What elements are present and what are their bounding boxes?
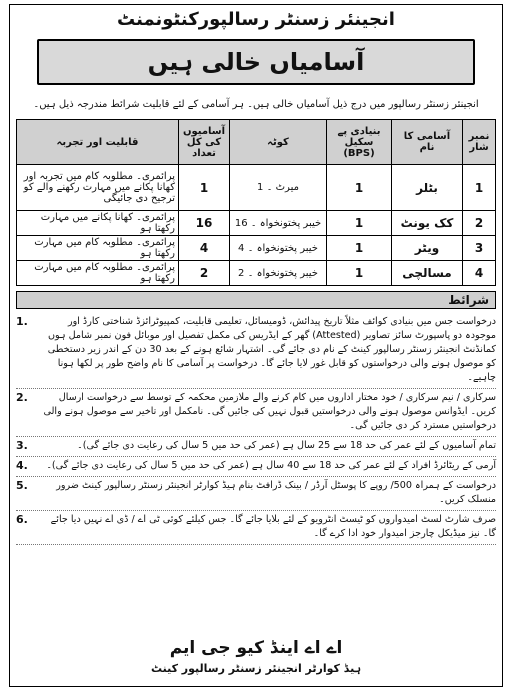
header-quota: کوٹہ <box>230 120 327 165</box>
cell-scale: 1 <box>327 165 392 211</box>
cell-post: بٹلر <box>392 165 463 211</box>
condition-text: آرمی کے ریٹائرڈ افراد کے لئے عمر کی حد 18 سے 40 سال ہے (عمر کی حد میں 5 سال کی رعایت دی جائے گی)۔ <box>46 460 496 471</box>
conditions-list <box>16 313 496 545</box>
cell-quota: خیبر پختونخواہ ۔ 4 <box>230 236 327 261</box>
conditions-heading: شرائط <box>448 293 489 307</box>
cell-post: ویٹر <box>392 236 463 261</box>
cell-scale: 1 <box>327 261 392 286</box>
signature-block <box>10 636 502 678</box>
cell-post: مسالچی <box>392 261 463 286</box>
condition-item <box>16 511 496 545</box>
conditions-heading-bar <box>16 291 496 309</box>
cell-total: 2 <box>179 261 230 286</box>
header-scale: بنیادی پے سکیل (BPS) <box>327 120 392 165</box>
header-serial: نمبر شار <box>463 120 496 165</box>
cell-scale: 1 <box>327 211 392 236</box>
condition-number: 6. <box>16 513 28 526</box>
signatory-office: ہیڈ کوارٹر انجینئر زسنٹر رسالپور کینٹ <box>150 662 362 675</box>
cell-quota: خیبر پختونخواہ ۔ 16 <box>230 211 327 236</box>
condition-number: 4. <box>16 459 28 472</box>
condition-text: تمام آسامیوں کے لئے عمر کی حد 18 سے 25 سال ہے (عمر کی حد میں 5 سال کی رعایت دی جائے گی)۔ <box>77 440 496 451</box>
condition-number: 3. <box>16 439 28 452</box>
cell-total: 4 <box>179 236 230 261</box>
cell-total: 16 <box>179 211 230 236</box>
cell-scale: 1 <box>327 236 392 261</box>
cell-qualification: پرائمری۔ مطلوبہ کام میں مہارت رکھتا ہو <box>17 236 179 261</box>
cell-qualification: پرائمری۔ کھانا پکانے میں مہارت رکھتا ہو <box>17 211 179 236</box>
page-title: انجینئر زسنٹر رسالپورکنٹونمنٹ <box>117 9 395 30</box>
condition-text: سرکاری / نیم سرکاری / خود مختار اداروں میں کام کرنے والے ملازمین محکمہ کے توسط سے درخواست ارسال کریں۔ ایڈوانس موصول ہونے والی درخواستیں قبول نہیں کی جائیں گی۔ نامکمل اور تاخیر سے موصول ہونے والی درخواستیں مسترد کر دی جائیں گی۔ <box>43 392 496 431</box>
condition-item <box>16 389 496 437</box>
table-header-row <box>17 120 496 165</box>
table-row <box>17 236 496 261</box>
cell-serial: 2 <box>463 211 496 236</box>
banner-wrap <box>10 39 502 85</box>
cell-serial: 1 <box>463 165 496 211</box>
table-row <box>17 261 496 286</box>
advertisement-page <box>9 4 503 687</box>
condition-number: 1. <box>16 315 28 328</box>
vacancies-banner: آسامیاں خالی ہیں <box>37 39 475 85</box>
cell-qualification: پرائمری۔ مطلوبہ کام میں مہارت رکھتا ہو <box>17 261 179 286</box>
condition-item <box>16 477 496 511</box>
intro-text: انجینئر زسنٹر رسالپور میں درج ذیل آسامیاں خالی ہیں۔ ہر آسامی کے لئے قابلیت شرائط مندرجہ ذیل ہیں۔ <box>33 99 479 110</box>
condition-item <box>16 457 496 477</box>
cell-quota: خیبر پختونخواہ ۔ 2 <box>230 261 327 286</box>
header-total: آسامیوں کی کل تعداد <box>179 120 230 165</box>
condition-item <box>16 437 496 457</box>
cell-quota: میرٹ ۔ 1 <box>230 165 327 211</box>
header-post: آسامی کا نام <box>392 120 463 165</box>
table-row <box>17 211 496 236</box>
posts-table <box>16 119 496 286</box>
condition-number: 5. <box>16 479 28 492</box>
condition-text: درخواست جس میں بنیادی کوائف مثلاً تاریخ پیدائش، ڈومیسائل، تعلیمی قابلیت، کمپیوٹرائزڈ شناختی کارڈ اور موجودہ دو پاسپورٹ سائز تصاویر (Attested) گھر کے ایڈریس کی مکمل تفصیل اور موبائل فون نمبر شامل ہوں کمانڈنٹ انجینئر زسنٹر رسالپور کینٹ کے نام دی جائے گی۔ اشتہار شائع ہونے کے بعد 30 دن کے اندر زیر دستخطی کو موصول ہونے والی درخواستوں کو قابل غور لایا جائے گا۔ درخواست پر آسامی کا نام واضح طور پر لکھا ہونا چاہیے۔ <box>47 316 496 383</box>
table-row <box>17 165 496 211</box>
condition-text: صرف شارٹ لسٹ امیدواروں کو ٹیسٹ انٹرویو کے لئے بلایا جائے گا۔ جس کیلئے کوئی ٹی اے / ڈی اے نہیں دیا جائے گا۔ نیز میڈیکل چارجز امیدوار خود ادا کرے گا۔ <box>50 514 496 539</box>
cell-serial: 4 <box>463 261 496 286</box>
condition-item <box>16 313 496 389</box>
cell-post: کک یونٹ <box>392 211 463 236</box>
condition-number: 2. <box>16 391 28 404</box>
header-qualification: قابلیت اور تجربہ <box>17 120 179 165</box>
cell-total: 1 <box>179 165 230 211</box>
signatory-title: اے اے اینڈ کیو جی ایم <box>169 638 343 658</box>
cell-qualification: پرائمری۔ مطلوبہ کام میں تجربہ اور کھانا پکانے میں مہارت رکھنے والے کو ترجیح دی جائیگی <box>17 165 179 211</box>
condition-text: درخواست کے ہمراہ 500/ روپے کا پوسٹل آرڈر / بینک ڈرافٹ بنام ہیڈ کوارٹر انجینئر زسنٹر رسالپور کینٹ ضرور منسلک کریں۔ <box>56 480 496 505</box>
cell-serial: 3 <box>463 236 496 261</box>
